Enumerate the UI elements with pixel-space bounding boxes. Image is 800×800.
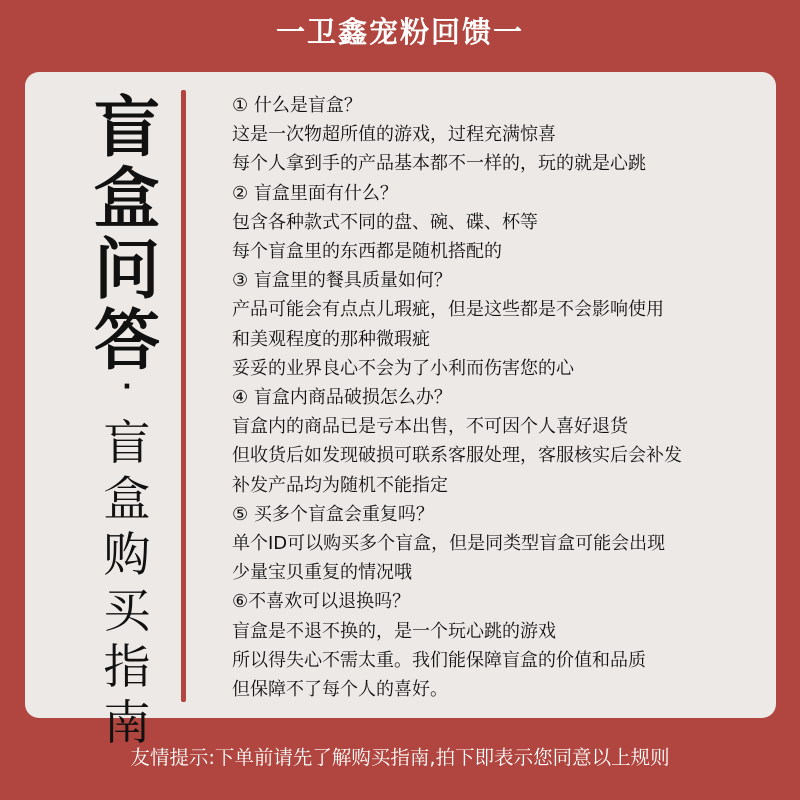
- vertical-divider: [181, 90, 186, 702]
- main-title: [93, 89, 161, 402]
- sub-title-char: 盒: [103, 472, 151, 527]
- answer-line: 和美观程度的那种微瑕疵: [232, 328, 430, 350]
- question-2: ② 盲盒里面有什么？: [232, 182, 398, 204]
- sub-title-char: 购: [103, 528, 151, 583]
- main-title-char: 问: [94, 231, 160, 308]
- answer-line: 每个盲盒里的东西都是随机搭配的: [232, 241, 502, 263]
- question-3: ③ 盲盒里的餐具质量如何？: [232, 270, 452, 292]
- answer-line: 但收货后如发现破损可联系客服处理，客服核实后会补发: [232, 445, 682, 467]
- answer-line: 少量宝贝重复的情况哦: [232, 562, 412, 584]
- answer-line: 盲盒是不退不换的，是一个玩心跳的游戏: [232, 620, 556, 642]
- answer-line: 所以得失心不需太重。我们能保障盲盒的价值和品质: [232, 649, 646, 671]
- sub-title-char: 盲: [103, 416, 151, 471]
- answer-line: 盲盒内的商品已是亏本出售，不可因个人喜好退货: [232, 416, 628, 438]
- sub-title-char: 指: [103, 640, 151, 695]
- answer-line: 每个人拿到手的产品基本都不一样的，玩的就是心跳: [232, 153, 646, 175]
- answer-line: 这是一次物超所值的游戏，过程充满惊喜: [232, 124, 556, 146]
- question-4: ④ 盲盒内商品破损怎么办？: [232, 387, 452, 409]
- footer-notice: 友情提示:下单前请先了解购买指南,拍下即表示您同意以上规则: [130, 746, 670, 769]
- answer-line: 妥妥的业界良心不会为了小利而伤害您的心: [232, 357, 574, 379]
- answer-line: 包含各种款式不同的盘、碗、碟、杯等: [232, 211, 538, 233]
- question-1: ① 什么是盲盒？: [232, 95, 362, 116]
- header-title: 一卫鑫宠粉回馈一: [275, 15, 524, 49]
- main-title-char: 盒: [94, 160, 160, 237]
- title-separator-dot: ·: [122, 372, 132, 402]
- main-title-char: 答: [94, 302, 160, 379]
- qa-list: [232, 91, 762, 704]
- sub-title-char: 买: [103, 584, 151, 639]
- answer-line: 产品可能会有点点儿瑕疵，但是这些都是不会影响使用: [232, 299, 664, 321]
- sub-title-char: 南: [103, 696, 151, 751]
- question-5: ⑤ 买多个盲盒会重复吗？: [232, 503, 434, 525]
- answer-line: 补发产品均为随机不能指定: [232, 474, 448, 496]
- answer-line: 单个ID可以购买多个盲盒，但是同类型盲盒可能会出现: [232, 533, 666, 555]
- main-title-char: 盲: [94, 89, 160, 166]
- answer-line: 但保障不了每个人的喜好。: [232, 679, 448, 701]
- question-6: ⑥不喜欢可以退换吗？: [232, 591, 411, 613]
- sub-title: [98, 416, 156, 752]
